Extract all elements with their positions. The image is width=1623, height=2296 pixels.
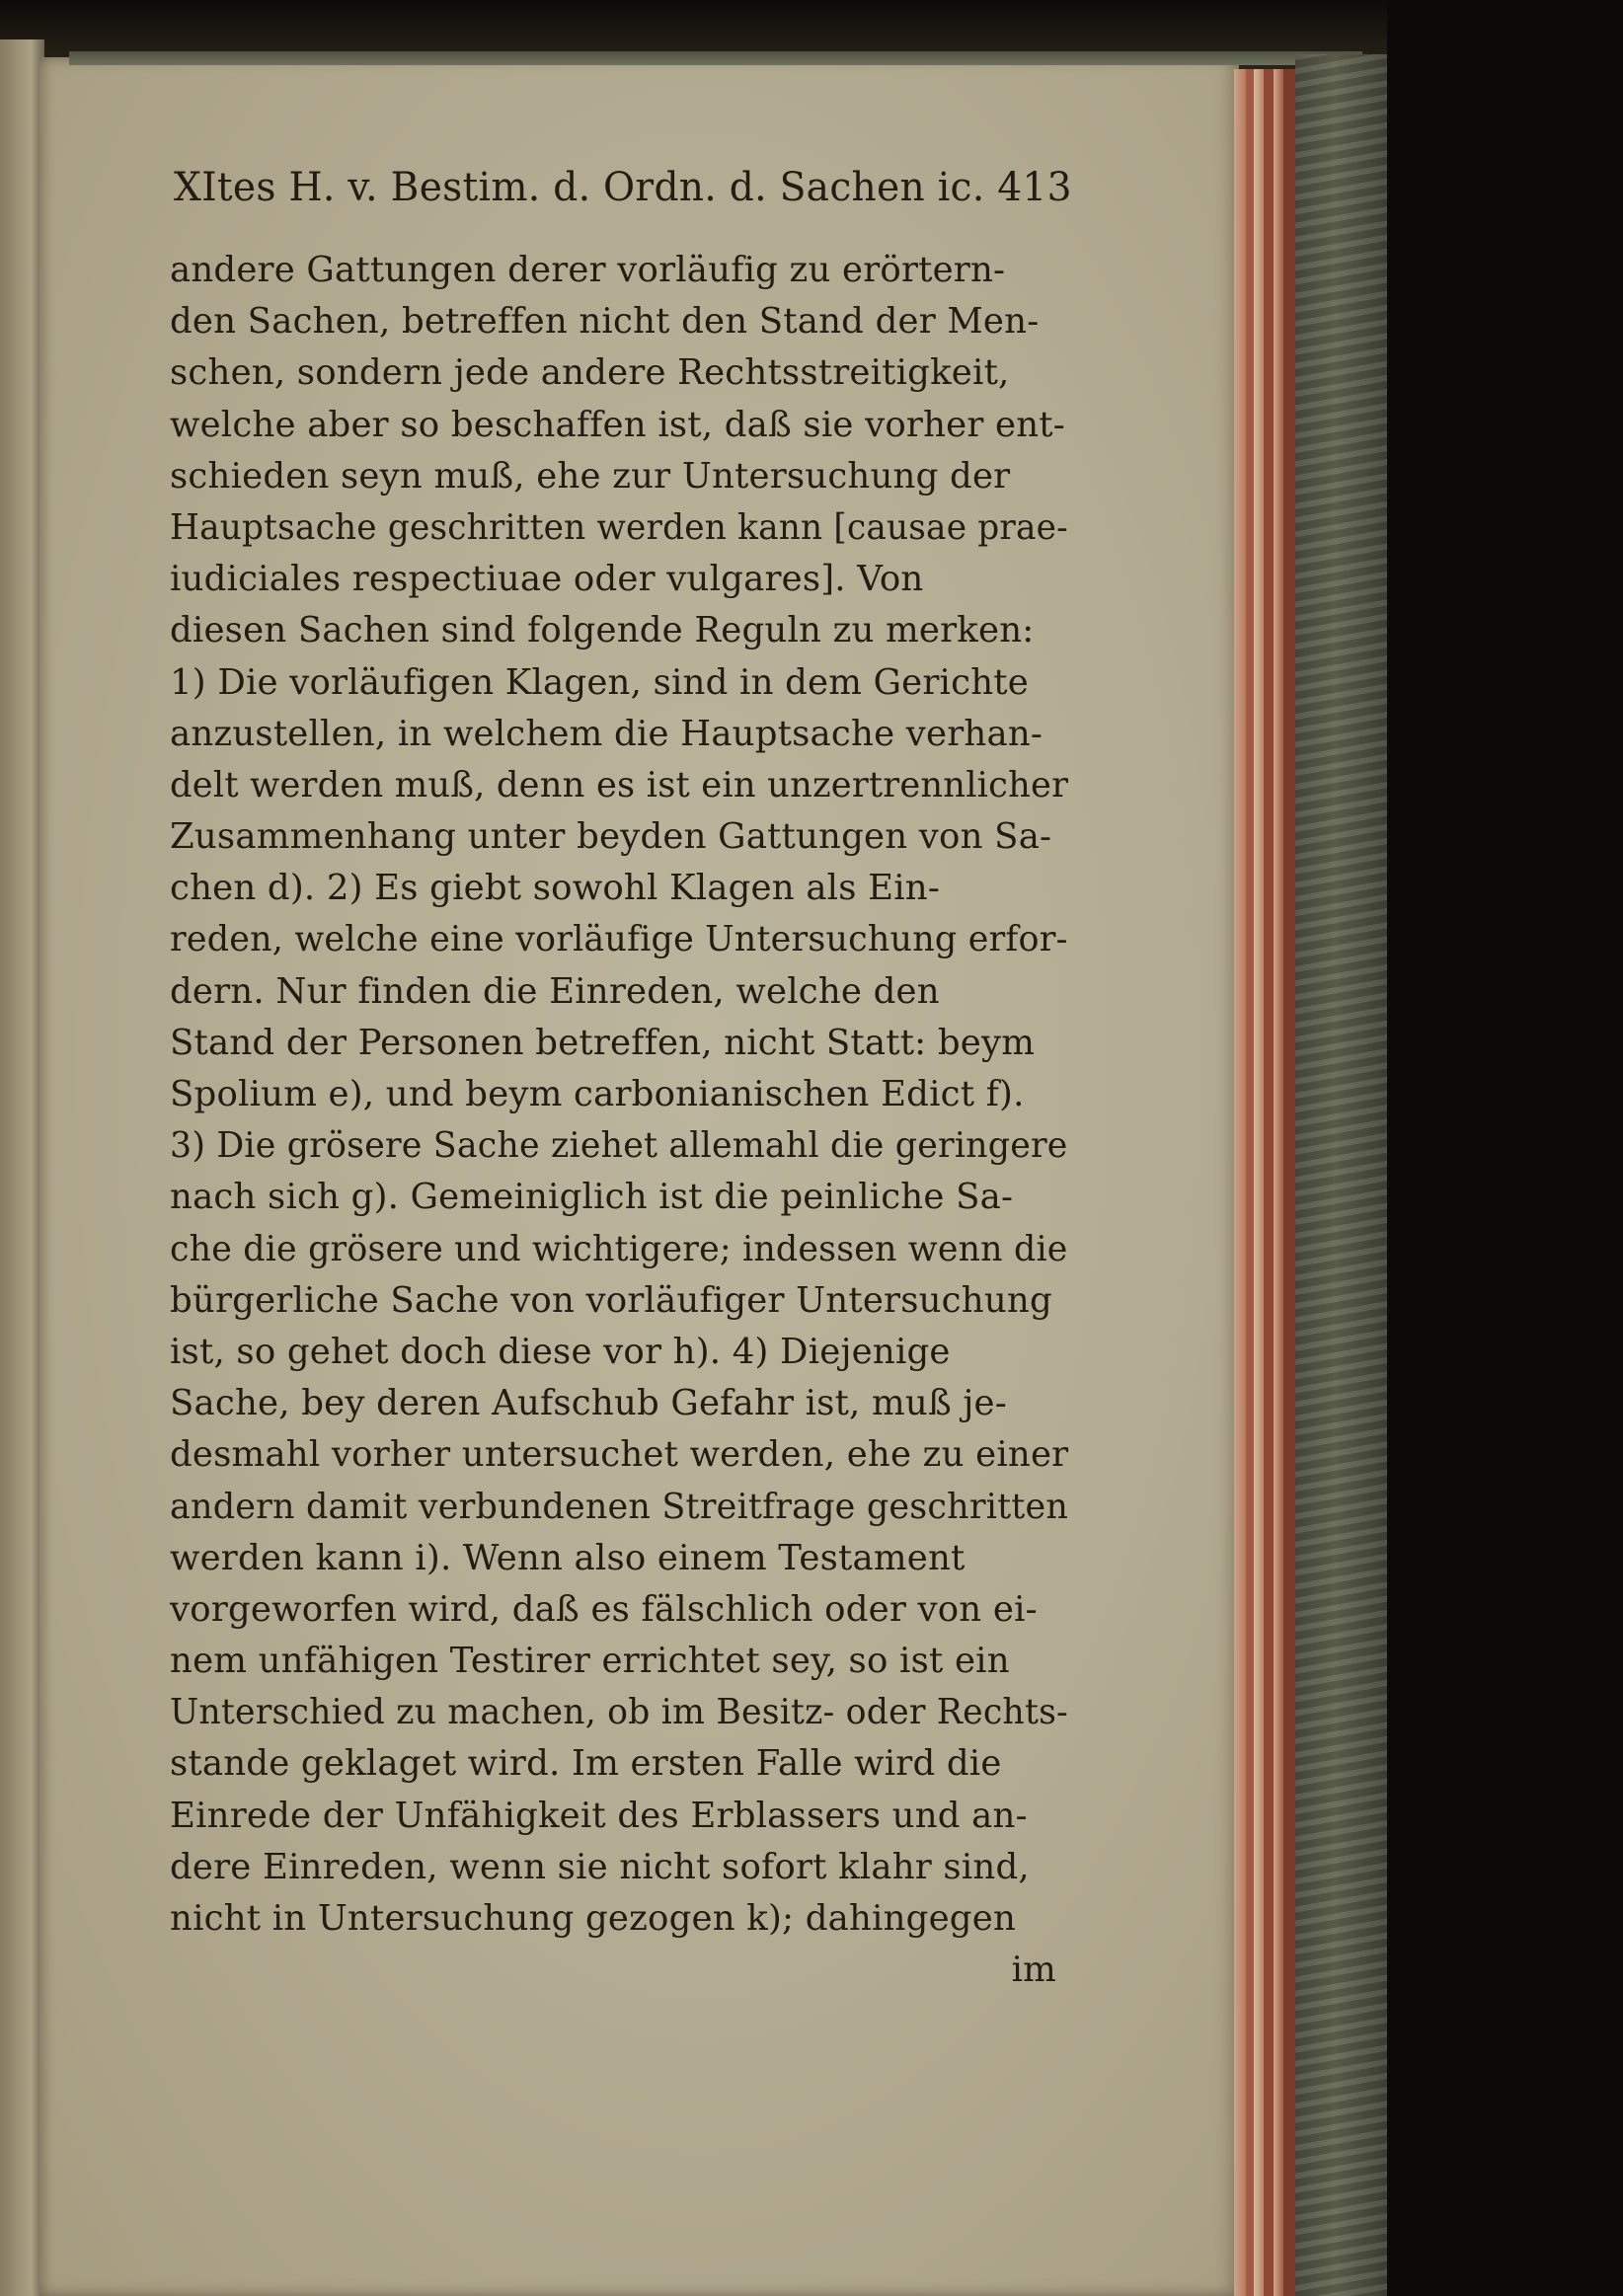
page-edge [1254, 69, 1264, 2296]
running-head: XItes H. v. Bestim. d. Ordn. d. Sachen ic. 413 [174, 165, 1072, 210]
binding-strip [69, 51, 1362, 65]
page-edge [1246, 69, 1254, 2296]
previous-page-edge [0, 39, 44, 2296]
text-line: che die grösere und wichtigere; indessen wenn die [170, 1228, 1068, 1269]
text-line: diesen Sachen sind folgende Reguln zu merken: [170, 610, 1035, 651]
text-line: iudiciales respectiuae oder vulgares]. Von [170, 559, 924, 600]
marbled-cover-board [1295, 54, 1394, 2296]
text-line: bürgerliche Sache von vorläufiger Untersuchung [170, 1279, 1052, 1321]
text-line: Stand der Personen betreffen, nicht Statt: beym [170, 1022, 1036, 1063]
text-line: dere Einreden, wenn sie nicht sofort klahr sind, [170, 1846, 1030, 1887]
text-line: schieden seyn muß, ehe zur Untersuchung der [170, 455, 1011, 497]
text-line: Hauptsache geschritten werden kann [causae prae- [170, 506, 1068, 548]
text-line: Sache, bey deren Aufschub Gefahr ist, muß je- [170, 1383, 1007, 1424]
text-line: stande geklaget wird. Im ersten Falle wird die [170, 1743, 1002, 1785]
text-line: Spolium e), und beym carbonianischen Edict f). [170, 1074, 1025, 1114]
catchword: im [1011, 1950, 1056, 1991]
text-line: chen d). 2) Es giebt sowohl Klagen als Ein- [170, 868, 941, 909]
text-line: nem unfähigen Testirer errichtet sey, so ist ein [170, 1641, 1010, 1682]
text-line: ist, so gehet doch diese vor h). 4) Diejenige [170, 1331, 951, 1372]
text-line: Zusammenhang unter beyden Gattungen von Sa- [170, 816, 1052, 858]
text-line: reden, welche eine vorläufige Untersuchung erfor- [170, 919, 1068, 960]
page-edge [1274, 69, 1283, 2296]
text-line: anzustellen, in welchem die Hauptsache verhan- [170, 713, 1043, 754]
text-line: delt werden muß, denn es ist ein unzertrennlicher [170, 764, 1069, 805]
text-line: andern damit verbundenen Streitfrage geschritten [170, 1486, 1069, 1527]
text-line: Unterschied zu machen, ob im Besitz- oder Rechts- [170, 1692, 1068, 1733]
text-line: desmahl vorher untersuchet werden, ehe zu einer [170, 1434, 1069, 1476]
text-line: andere Gattungen derer vorläufig zu erörtern- [170, 250, 1006, 290]
text-block [170, 158, 1072, 1996]
text-line: 3) Die grösere Sache ziehet allemahl die geringere [170, 1125, 1068, 1167]
text-line: nach sich g). Gemeiniglich ist die peinliche Sa- [170, 1177, 1014, 1218]
text-line: den Sachen, betreffen nicht den Stand der Men- [170, 301, 1040, 343]
text-line: vorgeworfen wird, daß es fälschlich oder von ei- [170, 1588, 1038, 1630]
text-line: welche aber so beschaffen ist, daß sie vorher ent- [170, 404, 1065, 445]
text-line: Einrede der Unfähigkeit des Erblassers und an- [170, 1795, 1028, 1836]
page-edge [1234, 69, 1246, 2296]
scan-background [1387, 0, 1623, 2296]
text-line: werden kann i). Wenn also einem Testament [170, 1537, 966, 1578]
text-line: 1) Die vorläufigen Klagen, sind in dem Gerichte [170, 661, 1029, 703]
page-edge [1283, 69, 1295, 2296]
text-line: schen, sondern jede andere Rechtsstreitigkeit, [170, 352, 1010, 394]
text-line: nicht in Untersuchung gezogen k); dahingegen [170, 1898, 1017, 1939]
page-edge [1264, 69, 1274, 2296]
text-line: dern. Nur finden die Einreden, welche den [170, 970, 940, 1012]
